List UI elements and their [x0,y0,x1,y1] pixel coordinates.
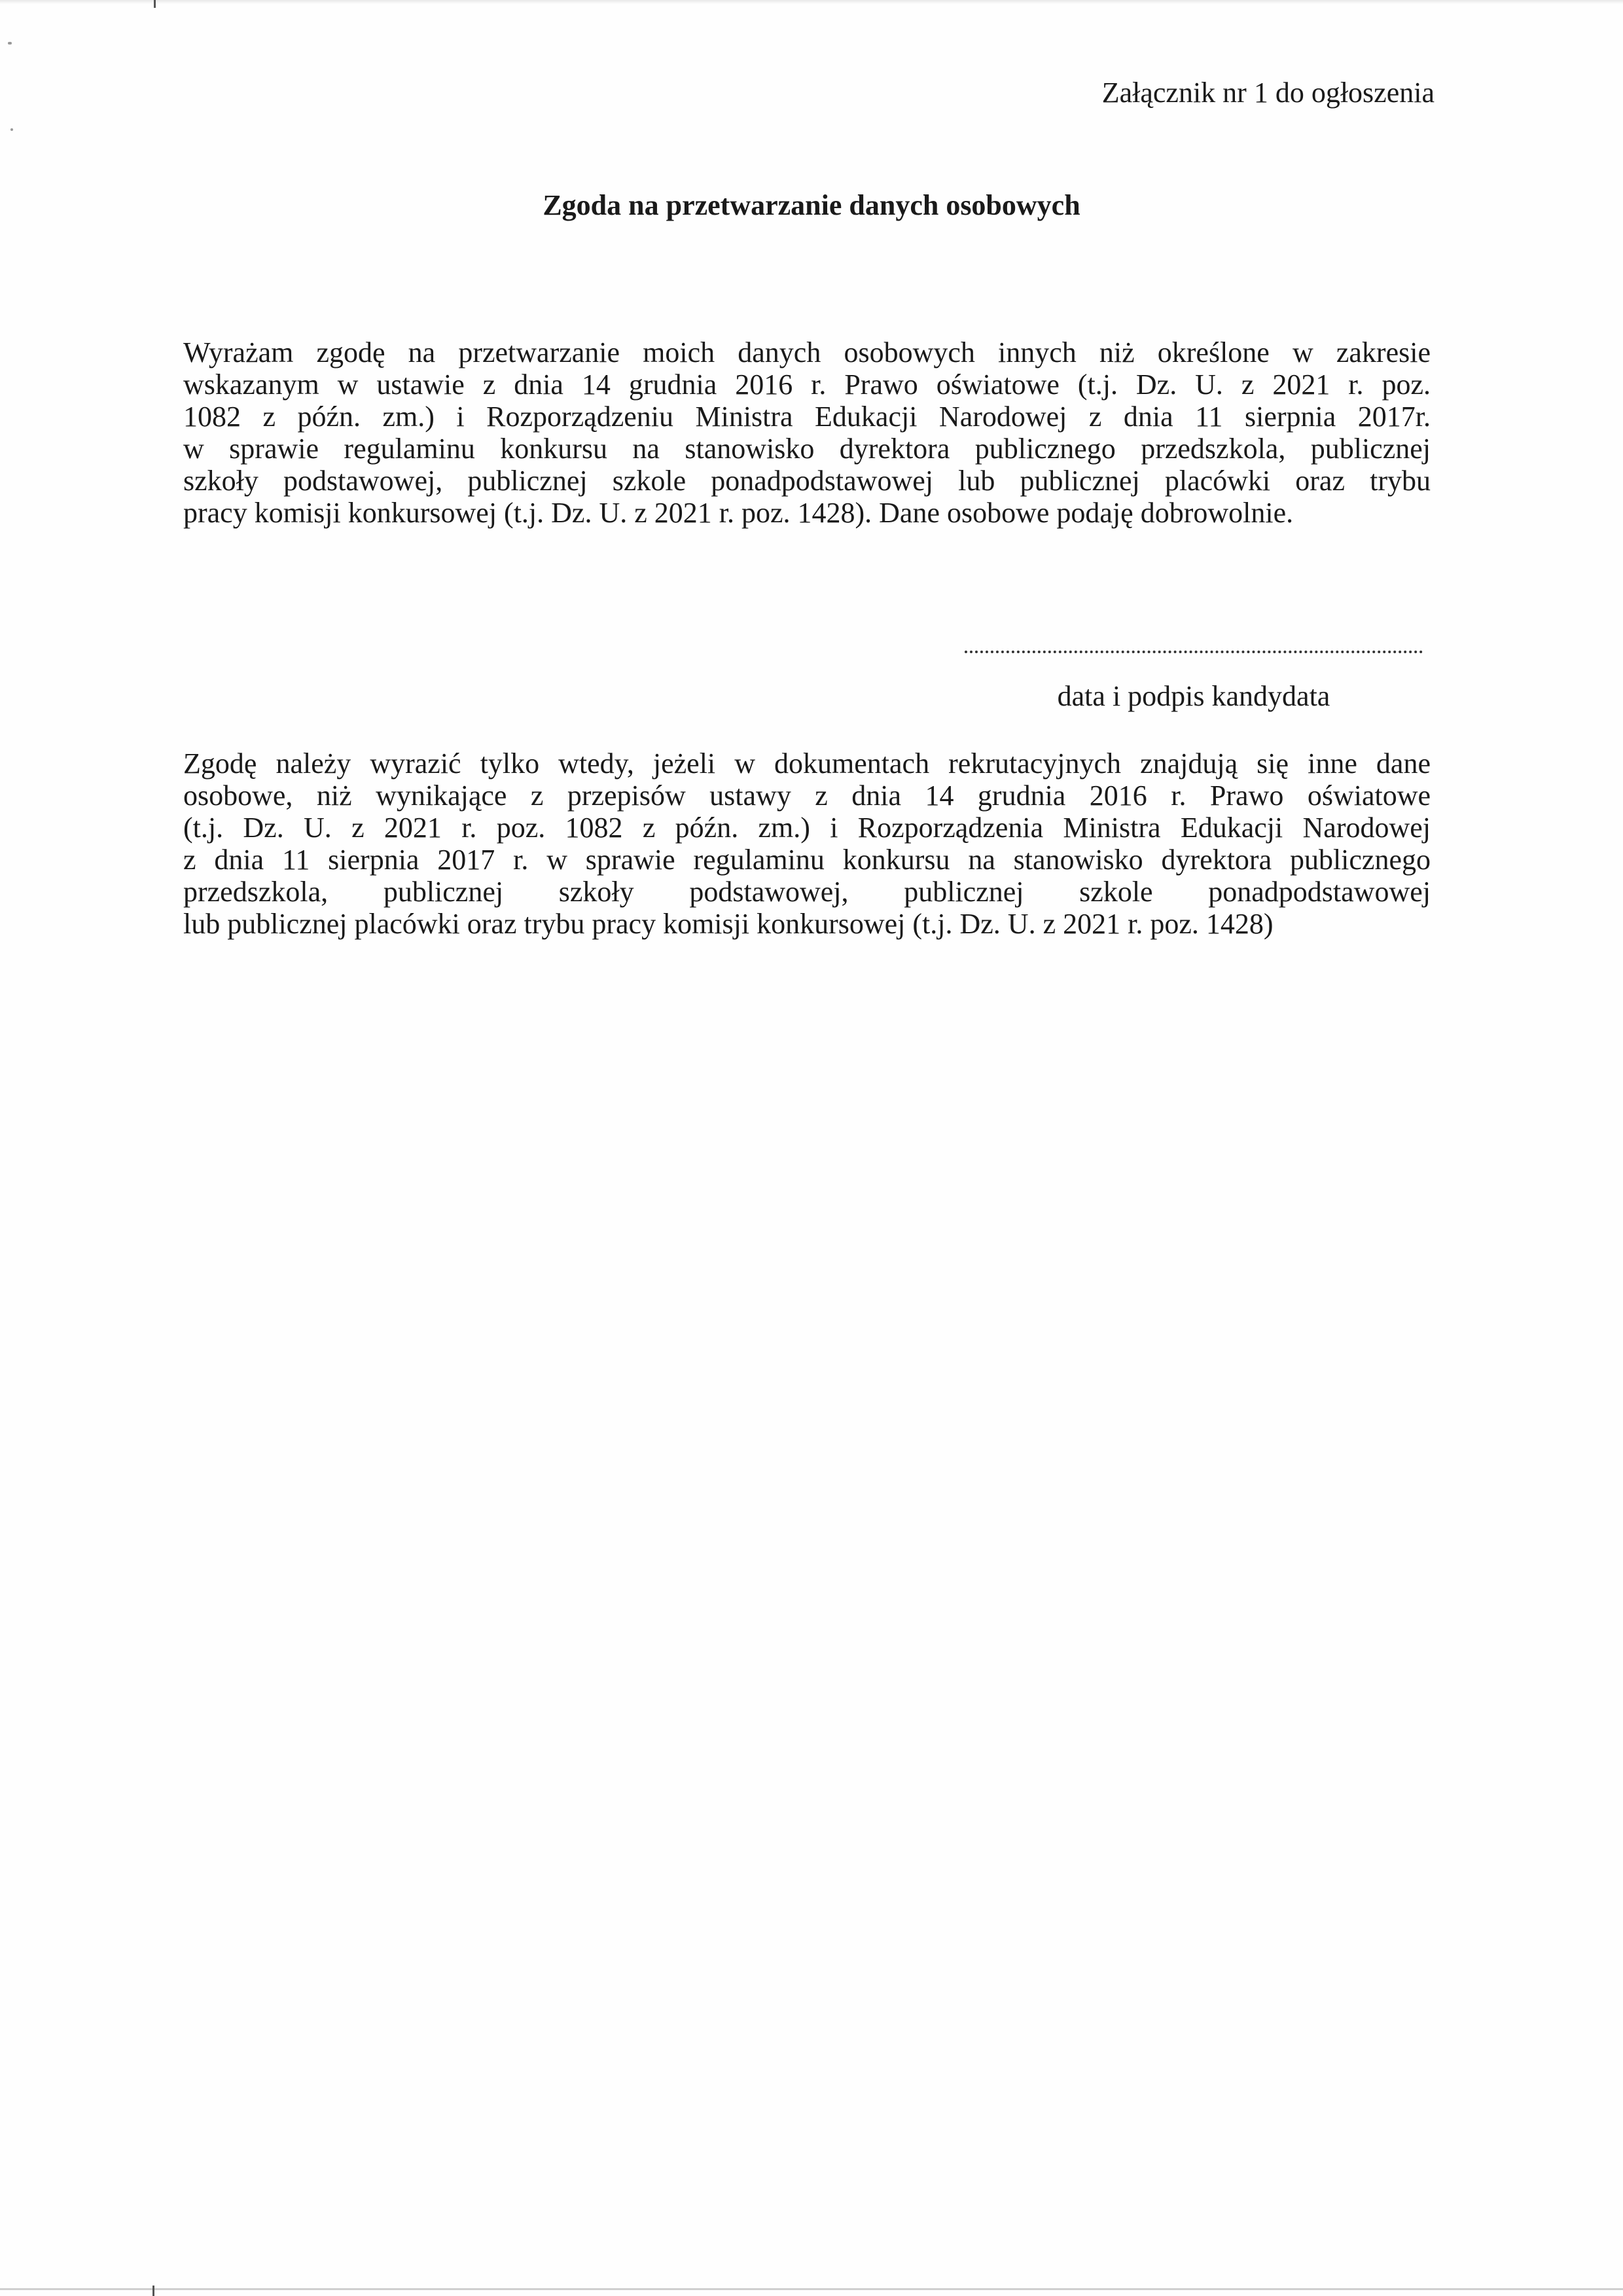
consent-line: Wyrażam zgodę na przetwarzanie moich danych osobowych innych niż określone w zakresie [183,336,1431,368]
consent-paragraph [183,336,1431,529]
signature-line [965,641,1423,653]
scan-mark [154,0,156,8]
note-paragraph [183,747,1431,940]
scan-speck [10,128,13,131]
note-line: (t.j. Dz. U. z 2021 r. poz. 1082 z późn. zm.) i Rozporządzenia Ministra Edukacji Narodowej [183,812,1431,844]
note-line: Zgodę należy wyrazić tylko wtedy, jeżeli w dokumentach rekrutacyjnych znajdują się inne dane [183,747,1431,780]
note-line: z dnia 11 sierpnia 2017 r. w sprawie regulaminu konkursu na stanowisko dyrektora publicznego [183,844,1431,876]
scan-edge-top [0,0,1623,4]
scan-edge-bottom [0,2288,1623,2290]
scan-mark [152,2286,154,2296]
scan-speck [8,42,12,45]
consent-line: wskazanym w ustawie z dnia 14 grudnia 2016 r. Prawo oświatowe (t.j. Dz. U. z 2021 r. poz. [183,368,1431,401]
signature-caption: data i podpis kandydata [1057,680,1330,712]
consent-line: szkoły podstawowej, publicznej szkole ponadpodstawowej lub publicznej placówki oraz trybu [183,465,1431,497]
note-line: lub publicznej placówki oraz trybu pracy komisji konkursowej (t.j. Dz. U. z 2021 r. poz. 1428) [183,908,1274,940]
document-title: Zgoda na przetwarzanie danych osobowych [543,189,1080,221]
note-line: przedszkola, publicznej szkoły podstawowej, publicznej szkole ponadpodstawowej [183,876,1431,908]
consent-line: pracy komisji konkursowej (t.j. Dz. U. z 2021 r. poz. 1428). Dane osobowe podaję dobrowolnie. [183,497,1294,529]
consent-line: 1082 z późn. zm.) i Rozporządzeniu Ministra Edukacji Narodowej z dnia 11 sierpnia 2017r. [183,401,1431,433]
consent-line: w sprawie regulaminu konkursu na stanowisko dyrektora publicznego przedszkola, publicznej [183,433,1431,465]
annex-label: Załącznik nr 1 do ogłoszenia [1101,77,1435,109]
note-line: osobowe, niż wynikające z przepisów ustawy z dnia 14 grudnia 2016 r. Prawo oświatowe [183,780,1431,812]
